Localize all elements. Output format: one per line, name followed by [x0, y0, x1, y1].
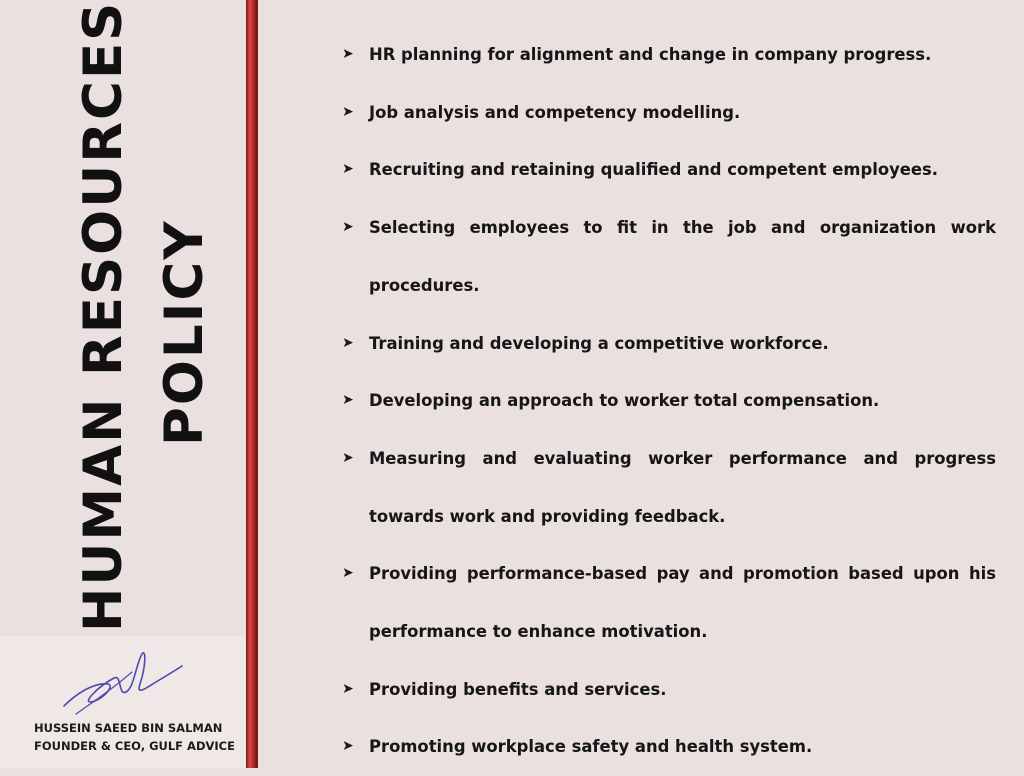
list-item-text: Selecting employees to fit in the job and organization work procedures. — [369, 218, 996, 295]
list-item — [340, 141, 996, 199]
arrow-bullet-icon: ➤ — [342, 334, 354, 351]
arrow-bullet-icon: ➤ — [342, 680, 354, 697]
arrow-bullet-icon: ➤ — [342, 46, 354, 62]
list-item-text: Promoting workplace safety and health system. — [369, 737, 813, 757]
list-item — [340, 84, 996, 142]
signature-image — [56, 644, 186, 720]
arrow-bullet-icon: ➤ — [342, 565, 354, 582]
arrow-bullet-icon: ➤ — [342, 392, 354, 409]
list-item — [340, 430, 996, 545]
list-item — [340, 718, 996, 776]
list-item-text: HR planning for alignment and change in company progress. — [369, 45, 932, 64]
list-item — [340, 661, 996, 719]
signer-title: FOUNDER & CEO, GULF ADVICE — [34, 739, 235, 753]
list-item-text: Training and developing a competitive workforce. — [369, 333, 829, 353]
list-item — [340, 545, 996, 660]
list-item — [340, 26, 996, 84]
list-item-text: Recruiting and retaining qualified and competent employees. — [369, 160, 939, 180]
arrow-bullet-icon: ➤ — [342, 103, 354, 120]
list-item-text: Job analysis and competency modelling. — [369, 102, 741, 122]
list-item — [340, 372, 996, 430]
signer-name: HUSSEIN SAEED BIN SALMAN — [34, 721, 223, 735]
arrow-bullet-icon: ➤ — [342, 449, 354, 466]
list-item-text: Providing benefits and services. — [369, 679, 667, 699]
list-item-text: Developing an approach to worker total compensation. — [369, 391, 880, 411]
title-line-1: HUMAN RESOURCES — [73, 0, 134, 632]
vertical-divider — [246, 0, 258, 768]
title-line-2: POLICY — [154, 219, 215, 446]
list-item-text: Providing performance-based pay and promotion based upon his performance to enhance motivation. — [369, 564, 996, 642]
list-item — [340, 199, 996, 314]
list-item — [340, 315, 996, 373]
signature-block — [0, 636, 246, 768]
list-item-text: Measuring and evaluating worker performance and progress towards work and providing feedback. — [369, 448, 996, 526]
arrow-bullet-icon: ➤ — [342, 219, 354, 236]
left-panel — [0, 0, 246, 768]
arrow-bullet-icon: ➤ — [342, 161, 354, 178]
arrow-bullet-icon: ➤ — [342, 738, 354, 755]
policy-list — [340, 26, 996, 757]
